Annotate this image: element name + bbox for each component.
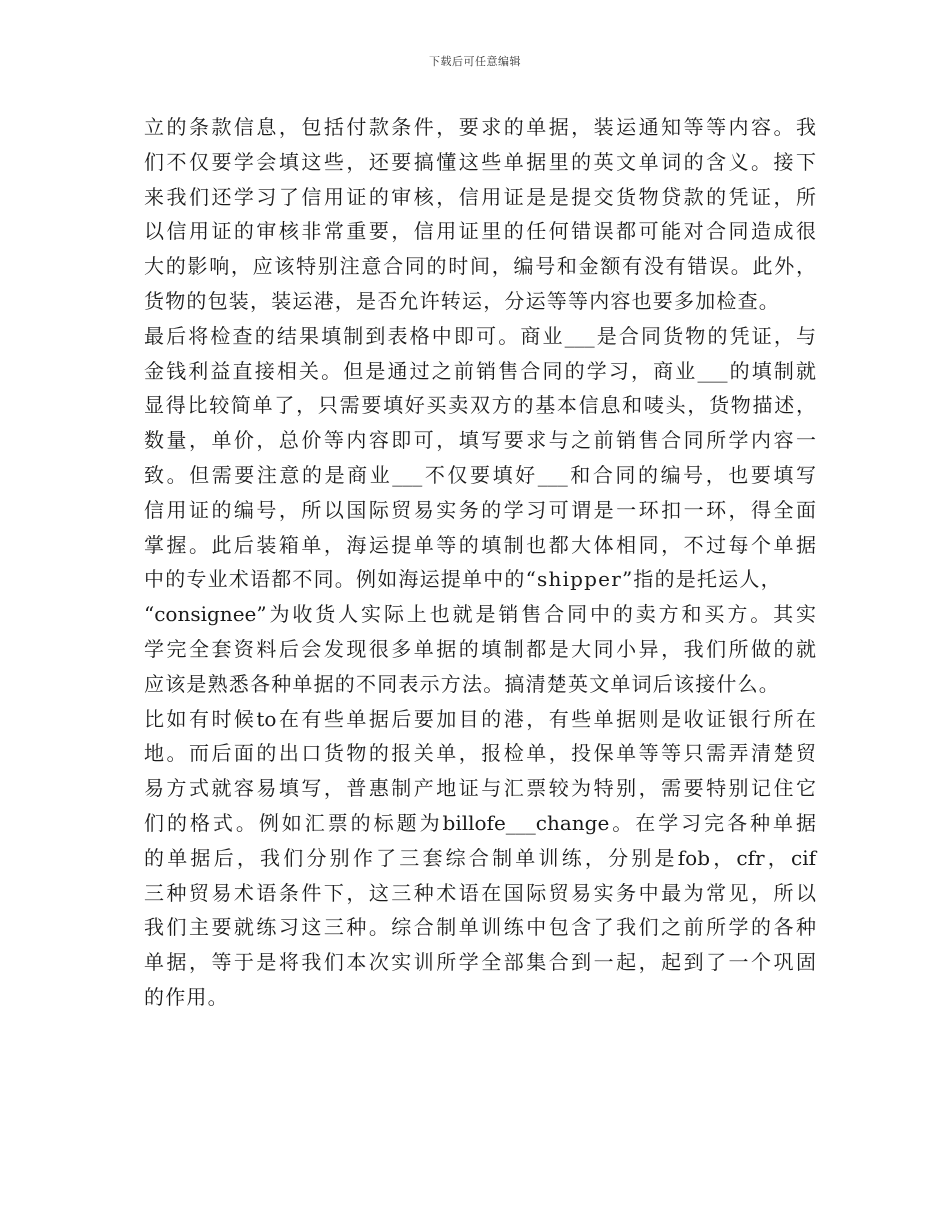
body-line: 货物的包装，装运港，是否允许转运，分运等等内容也要多加检查。 [144, 288, 780, 313]
body-line: “consignee”为收货人实际上也就是销售合同中的卖方和买方。其实 [144, 602, 816, 627]
body-line: 地。而后面的出口货物的报关单，报检单，投保单等等只需弄清楚贸 [144, 741, 816, 766]
body-line: 三种贸易术语条件下，这三种术语在国际贸易实务中最为常见，所以 [144, 880, 816, 905]
page-header: 下载后可任意编辑 [429, 55, 521, 68]
body-line: 来我们还学习了信用证的审核，信用证是是提交货物贷款的凭证，所 [144, 184, 816, 209]
body-line: 数量，单价，总价等内容即可，填写要求与之前销售合同所学内容一 [144, 428, 816, 453]
body-line: 学完全套资料后会发现很多单据的填制都是大同小异，我们所做的就 [144, 636, 816, 661]
body-line: 致。但需要注意的是商业___不仅要填好___和合同的编号，也要填写 [144, 462, 816, 487]
body-line: 以信用证的审核非常重要，信用证里的任何错误都可能对合同造成很 [144, 219, 816, 244]
body-line: 应该是熟悉各种单据的不同表示方法。搞清楚英文单词后该接什么。 [144, 671, 780, 696]
body-line: 们不仅要学会填这些，还要搞懂这些单据里的英文单词的含义。接下 [144, 149, 816, 174]
body-line: 易方式就容易填写，普惠制产地证与汇票较为特别，需要特别记住它 [144, 776, 816, 801]
document-body [144, 110, 816, 1015]
body-line: 们的格式。例如汇票的标题为billofe___change。在学习完各种单据 [144, 810, 816, 835]
body-line: 我们主要就练习这三种。综合制单训练中包含了我们之前所学的各种 [144, 915, 816, 940]
body-line: 中的专业术语都不同。例如海运提单中的“shipper”指的是托运人， [144, 567, 782, 592]
body-line: 金钱利益直接相关。但是通过之前销售合同的学习，商业___的填制就 [144, 358, 816, 383]
body-line: 信用证的编号，所以国际贸易实务的学习可谓是一环扣一环，得全面 [144, 497, 816, 522]
body-line: 掌握。此后装箱单，海运提单等的填制也都大体相同，不过每个单据 [144, 532, 816, 557]
body-line: 最后将检查的结果填制到表格中即可。商业___是合同货物的凭证，与 [144, 323, 816, 348]
body-line: 立的条款信息，包括付款条件，要求的单据，装运通知等等内容。我 [144, 115, 816, 139]
body-line: 的作用。 [144, 984, 229, 1009]
body-line: 大的影响，应该特别注意合同的时间，编号和金额有没有错误。此外， [144, 254, 816, 279]
body-line: 显得比较简单了，只需要填好买卖双方的基本信息和唛头，货物描述， [144, 393, 816, 418]
body-line: 单据，等于是将我们本次实训所学全部集合到一起，起到了一个巩固 [144, 950, 816, 975]
body-line: 比如有时候to在有些单据后要加目的港，有些单据则是收证银行所在 [144, 706, 816, 731]
body-line: 的单据后，我们分别作了三套综合制单训练，分别是fob，cfr，cif [144, 845, 816, 870]
